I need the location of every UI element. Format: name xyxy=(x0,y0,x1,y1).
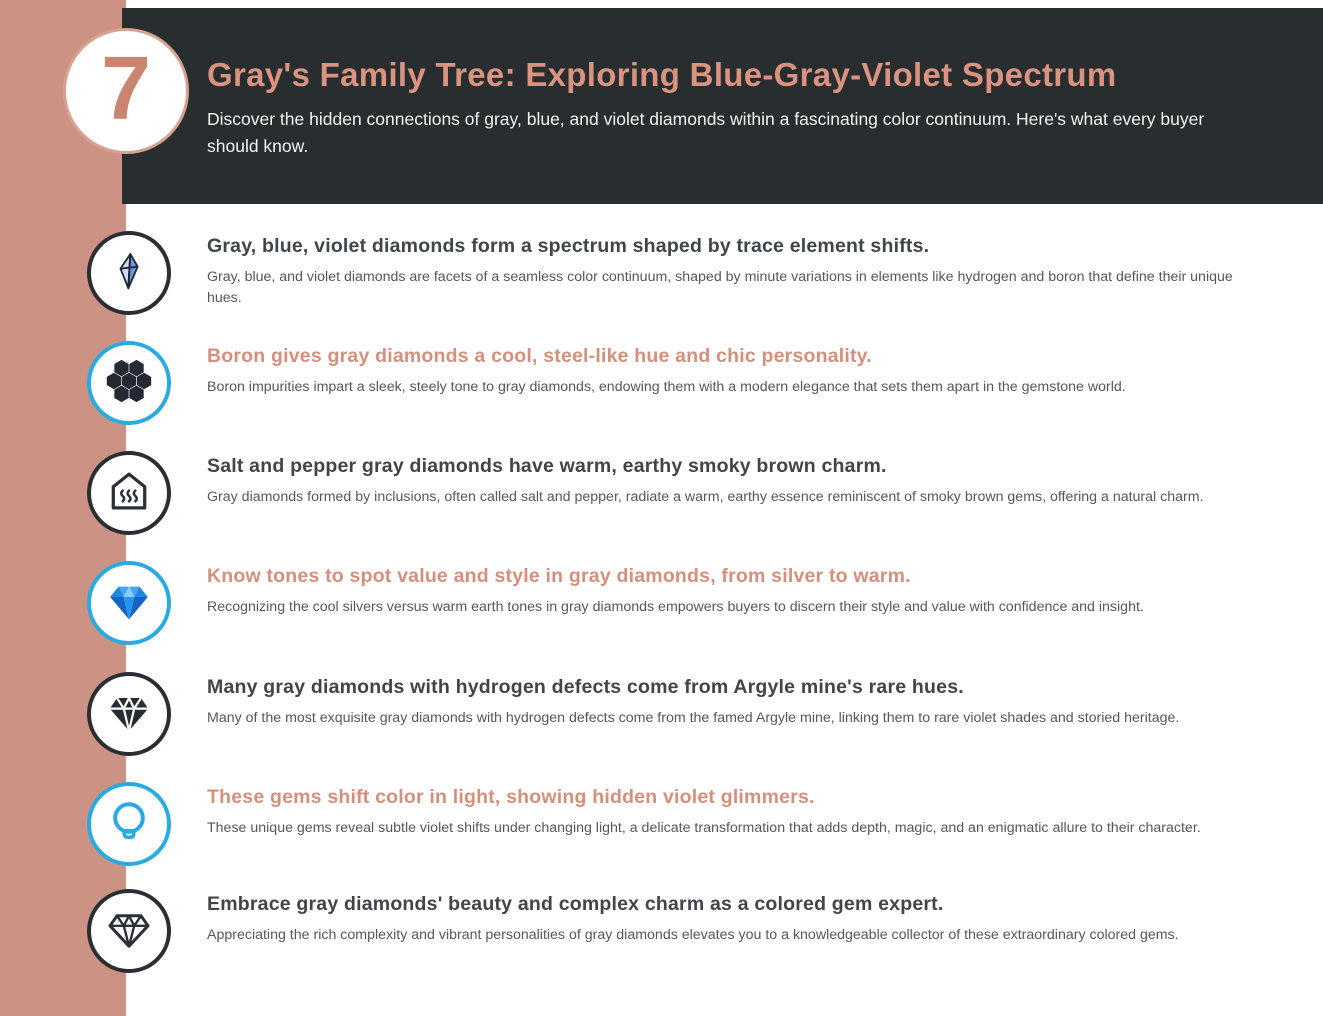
item-icon-circle xyxy=(87,341,171,425)
list-item xyxy=(87,561,1259,645)
list-count-badge xyxy=(63,28,189,154)
item-text xyxy=(207,561,1259,618)
item-text xyxy=(207,782,1259,839)
item-icon-circle xyxy=(87,672,171,756)
list-item xyxy=(87,889,1259,973)
item-text xyxy=(207,231,1259,310)
item-icon-circle xyxy=(87,889,171,973)
item-icon-circle xyxy=(87,231,171,315)
item-text xyxy=(207,451,1259,508)
list-item xyxy=(87,451,1259,535)
item-body: Recognizing the cool silvers versus warm earth tones in gray diamonds empowers buyers to discern their style and value with confidence and insight. xyxy=(207,599,1144,615)
item-body: These unique gems reveal subtle violet shifts under changing light, a delicate transformation that adds depth, magic, and an enigmatic allure to their character. xyxy=(207,820,1201,836)
item-heading: Know tones to spot value and style in gray diamonds, from silver to warm. xyxy=(207,565,911,587)
crystal-icon xyxy=(109,251,149,296)
header-content xyxy=(207,56,1283,160)
item-text xyxy=(207,672,1259,729)
page-title: Gray's Family Tree: Exploring Blue-Gray-Violet Spectrum xyxy=(207,56,1117,93)
list-item xyxy=(87,231,1259,315)
outline-diamond-icon xyxy=(105,905,153,958)
list-count-number: 7 xyxy=(100,39,152,139)
item-body: Gray, blue, and violet diamonds are facets of a seamless color continuum, shaped by minute variations in elements like hydrogen and boron that define their unique hues. xyxy=(207,269,1233,307)
honeycomb-icon xyxy=(106,358,152,409)
item-text xyxy=(207,889,1259,946)
item-heading: These gems shift color in light, showing hidden violet glimmers. xyxy=(207,786,815,808)
item-icon-circle xyxy=(87,782,171,866)
item-body: Appreciating the rich complexity and vibrant personalities of gray diamonds elevates you to a knowledgeable collector of these extraordinary colored gems. xyxy=(207,927,1179,943)
item-icon-circle xyxy=(87,561,171,645)
item-body: Boron impurities impart a sleek, steely tone to gray diamonds, endowing them with a modern elegance that sets them apart in the gemstone world. xyxy=(207,379,1126,395)
blue-diamond-icon xyxy=(105,577,153,630)
item-heading: Many gray diamonds with hydrogen defects come from Argyle mine's rare hues. xyxy=(207,676,964,698)
list-item xyxy=(87,672,1259,756)
item-icon-circle xyxy=(87,451,171,535)
item-body: Many of the most exquisite gray diamonds with hydrogen defects come from the famed Argyle mine, linking them to rare violet shades and storied heritage. xyxy=(207,710,1180,726)
header-banner xyxy=(122,8,1323,204)
item-heading: Boron gives gray diamonds a cool, steel-like hue and chic personality. xyxy=(207,345,872,367)
list-item xyxy=(87,782,1259,866)
item-heading: Embrace gray diamonds' beauty and complex charm as a colored gem expert. xyxy=(207,893,944,915)
item-heading: Salt and pepper gray diamonds have warm, earthy smoky brown charm. xyxy=(207,455,887,477)
house-smoke-icon xyxy=(106,468,152,519)
lightbulb-icon xyxy=(105,798,153,851)
item-text xyxy=(207,341,1259,398)
page-subtitle: Discover the hidden connections of gray, blue, and violet diamonds within a fascinating color continuum. Here's what every buyer should know. xyxy=(207,109,1205,157)
dark-diamond-icon xyxy=(105,688,153,741)
item-body: Gray diamonds formed by inclusions, often called salt and pepper, radiate a warm, earthy essence reminiscent of smoky brown gems, offering a natural charm. xyxy=(207,489,1204,505)
item-heading: Gray, blue, violet diamonds form a spectrum shaped by trace element shifts. xyxy=(207,235,930,257)
list-item xyxy=(87,341,1259,425)
